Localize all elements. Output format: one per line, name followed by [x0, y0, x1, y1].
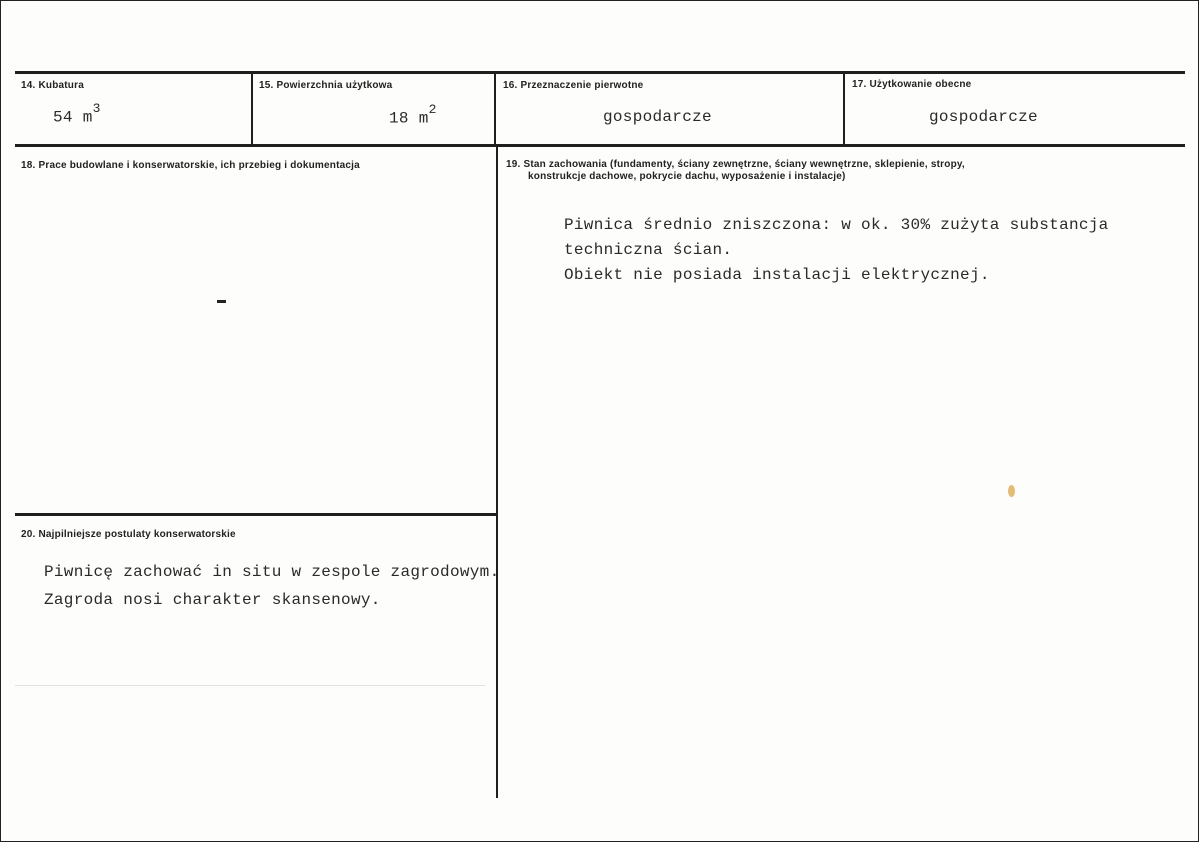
field-17-label: 17. Użytkowanie obecne [852, 79, 972, 90]
field-15-exponent: 2 [428, 102, 437, 117]
field-20-label: 20. Najpilniejsze postulaty konserwatorskie [21, 529, 236, 540]
field-20-text-line2: Zagroda nosi charakter skansenowy. [44, 591, 381, 609]
field-19-text-line3: Obiekt nie posiada instalacji elektrycznej. [564, 266, 990, 284]
faint-guide-line [15, 685, 485, 686]
top-rule [15, 71, 1185, 74]
field-15-number: 18 m [389, 109, 429, 128]
field-16-label: 16. Przeznaczenie pierwotne [503, 80, 644, 91]
divider-15-16 [494, 73, 496, 145]
field-18-label: 18. Prace budowlane i konserwatorskie, ich przebieg i dokumentacja [21, 160, 360, 171]
field-14-label: 14. Kubatura [21, 80, 84, 91]
field-14-exponent: 3 [92, 101, 101, 116]
divider-16-17 [843, 73, 845, 145]
field-19-label-line2: konstrukcje dachowe, pokrycie dachu, wyposażenie i instalacje) [528, 171, 846, 182]
field-19-text-line1: Piwnica średnio zniszczona: w ok. 30% zużyta substancja [564, 216, 1109, 234]
paper-stain [1008, 485, 1015, 497]
divider-14-15 [251, 73, 253, 145]
main-column-divider [496, 146, 498, 798]
field-16-value: gospodarcze [603, 108, 712, 126]
field-20-text-line1: Piwnicę zachować in situ w zespole zagrodowym. [44, 563, 500, 581]
field-14-number: 54 m [53, 108, 93, 127]
field-15-value [389, 102, 437, 128]
row1-bottom-rule [15, 144, 1185, 147]
field-15-label: 15. Powierzchnia użytkowa [259, 80, 393, 91]
field-19-text-line2: techniczna ścian. [564, 241, 733, 259]
field-18-value-dash [217, 300, 226, 303]
section20-top-rule [15, 513, 497, 516]
field-14-value [53, 101, 101, 127]
field-19-label-line1: 19. Stan zachowania (fundamenty, ściany zewnętrzne, ściany wewnętrzne, sklepienie, stropy, [506, 159, 965, 170]
field-17-value: gospodarcze [929, 108, 1038, 126]
